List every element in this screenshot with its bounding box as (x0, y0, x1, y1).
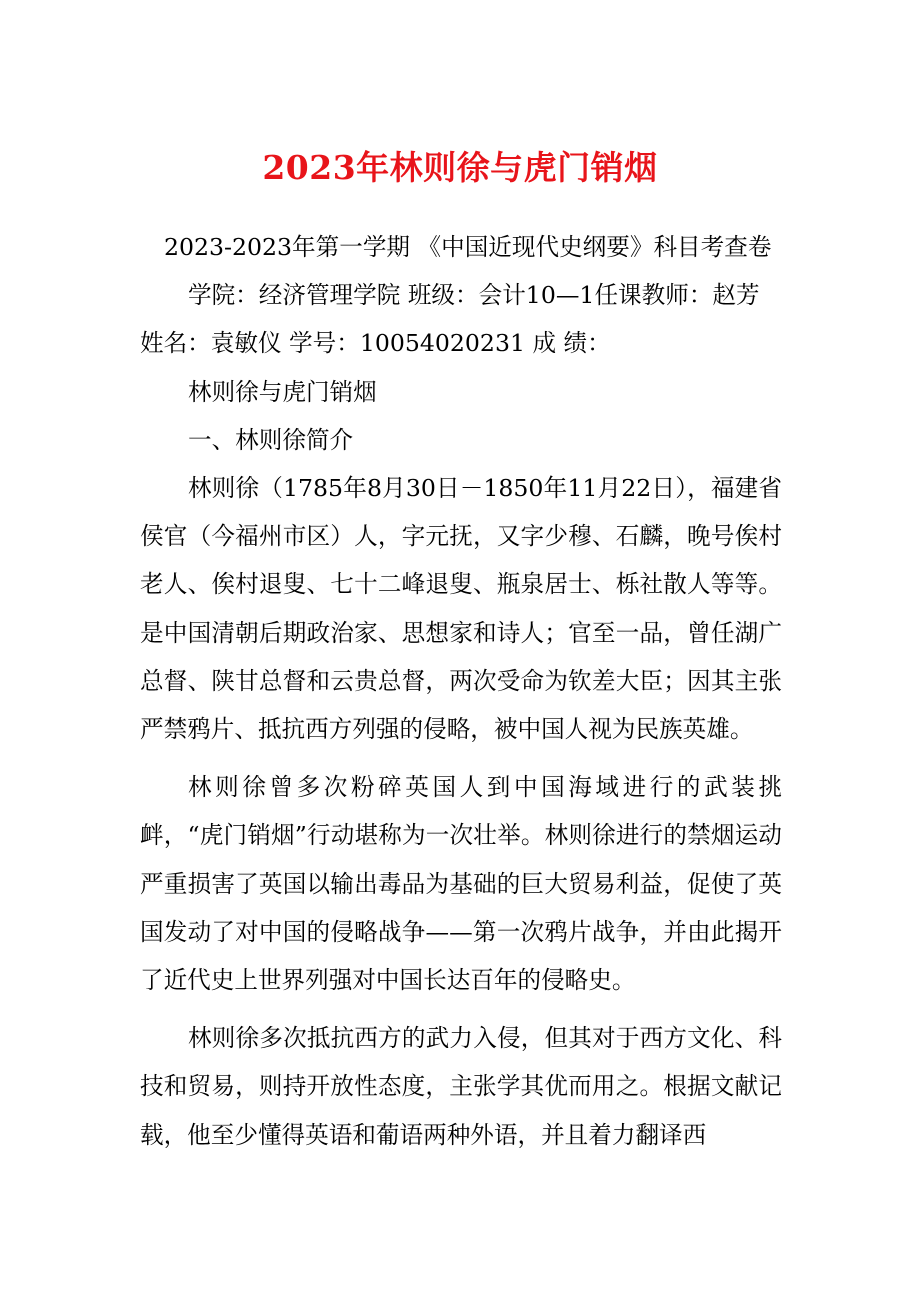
section-heading: 一、林则徐简介 (188, 425, 354, 454)
student-info-line: 姓名：袁敏仪 学号：10054020231 成 绩： (140, 329, 611, 358)
course-info-line: 2023-2023年第一学期 《中国近现代史纲要》科目考查卷 (164, 233, 772, 261)
paragraph-gap (140, 753, 782, 763)
paragraph: 林则徐多次抵抗西方的武力入侵，但其对于西方文化、科技和贸易，则持开放性态度，主张学其优而用之。根据文献记载，他至少懂得英语和葡语两种外语，并且着力翻译西 (140, 1024, 782, 1149)
paragraph: 林则徐（1785年8月30日－1850年11月22日），福建省侯官（今福州市区）人，字元抚，又字少穆、石麟，晚号俟村老人、俟村退叟、七十二峰退叟、瓶泉居士、栎社散人等等。是中国清朝后期政治家、思想家和诗人；官至一品，曾任湖广总督、陕甘总督和云贵总督，两次受命为钦差大臣；因其主张严禁鸦片、抵抗西方列强的侵略，被中国人视为民族英雄。 (140, 473, 782, 743)
paragraph-gap (140, 1004, 782, 1014)
paragraph: 林则徐曾多次粉碎英国人到中国海域进行的武装挑衅，“虎门销烟”行动堪称为一次壮举。林则徐进行的禁烟运动严重损害了英国以输出毒品为基础的巨大贸易利益，促使了英国发动了对中国的侵略战争——第一次鸦片战争，并由此揭开了近代史上世界列强对中国长达百年的侵略史。 (140, 773, 782, 994)
essay-subtitle: 林则徐与虎门销烟 (188, 377, 377, 406)
document-title: 2023年林则徐与虎门销烟 (262, 148, 658, 187)
document-body (140, 223, 782, 1159)
college-class-teacher-line: 学院：经济管理学院 班级：会计10—1任课教师：赵芳 (188, 281, 760, 310)
